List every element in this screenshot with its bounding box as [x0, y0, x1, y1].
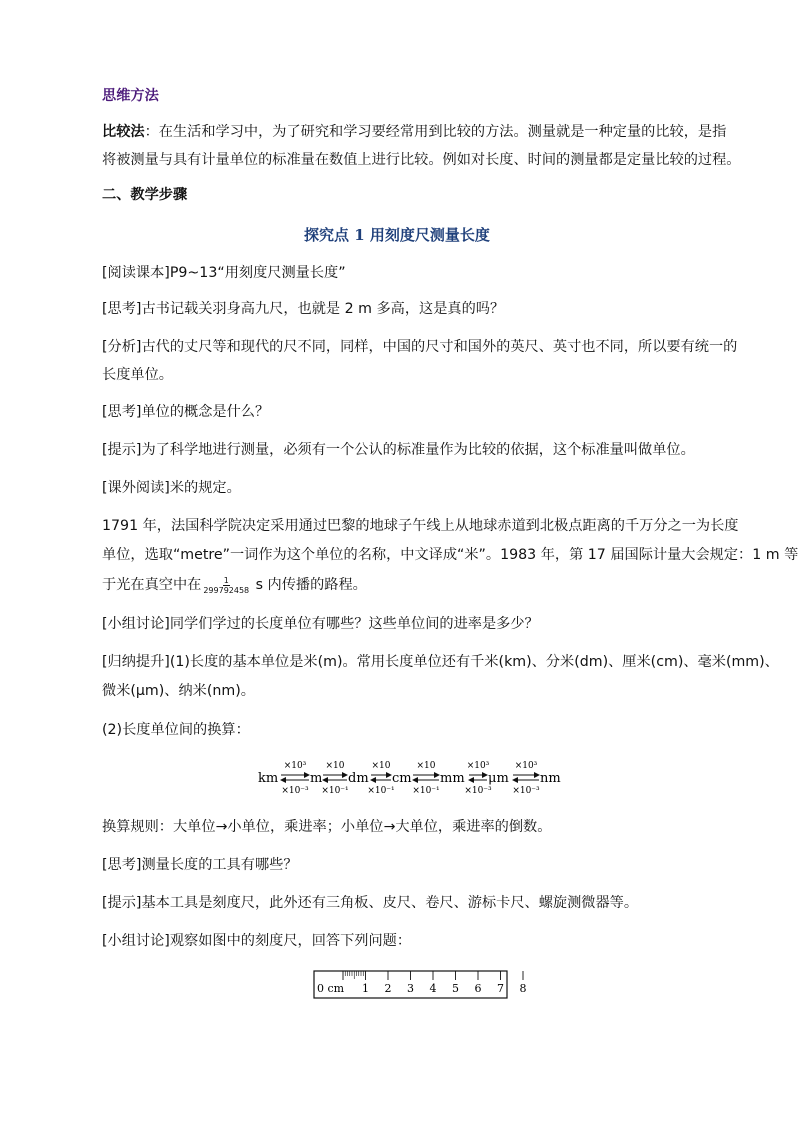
method-paragraph-line1 — [102, 118, 727, 146]
think-line-3: [思考]测量长度的工具有哪些？ — [102, 857, 298, 873]
unit-label: m — [310, 771, 323, 786]
ruler-label: 4 — [429, 982, 437, 995]
unit-label: mm — [440, 771, 465, 786]
factor-down: ×10⁻¹ — [321, 786, 349, 796]
history-text-b: s 内传播的路程。 — [251, 577, 367, 593]
analysis-line-2: 长度单位。 — [102, 367, 173, 383]
method-paragraph-line2: 将被测量与具有计量单位的标准量在数值上进行比较。例如对长度、时间的测量都是定量比较的过程。 — [102, 152, 741, 168]
think-line-2: [思考]单位的概念是什么？ — [102, 404, 270, 420]
factor-up: ×10³ — [466, 761, 490, 771]
history-line-1: 1791 年，法国科学院决定采用通过巴黎的地球子午线上从地球赤道到北极点距离的千万分之一为长度 — [102, 518, 739, 534]
unit-label: dm — [348, 771, 369, 786]
factor-down: ×10⁻¹ — [412, 786, 440, 796]
ruler-label: 7 — [497, 982, 504, 995]
ruler-label: 3 — [407, 982, 414, 995]
group-discussion-1: [小组讨论]同学们学过的长度单位有哪些？这些单位间的进率是多少？ — [102, 616, 539, 632]
factor-up: ×10 — [325, 761, 345, 771]
summary-line-2: 微米(μm)、纳米(nm)。 — [102, 683, 255, 699]
group-discussion-2: [小组讨论]观察如图中的刻度尺，回答下列问题： — [102, 933, 412, 949]
ruler-label: 0 cm — [317, 982, 345, 995]
method-title: 思维方法 — [102, 88, 159, 104]
fraction-numerator: 1 — [223, 575, 229, 585]
fraction — [203, 576, 249, 595]
factor-up: ×10³ — [514, 761, 538, 771]
history-line-3 — [102, 571, 702, 599]
unit-conversion-diagram — [258, 755, 568, 801]
unit-label: cm — [392, 771, 412, 786]
factor-up: ×10 — [416, 761, 436, 771]
think-line-1: [思考]古书记载关羽身高九尺，也就是 2 m 多高，这是真的吗？ — [102, 301, 505, 317]
unit-label: μm — [488, 771, 509, 786]
summary-line-1: [归纳提升](1)长度的基本单位是米(m)。常用长度单位还有千米(km)、分米(dm)、厘米(cm)、毫米(mm)、 — [102, 654, 779, 670]
hint-line-1: [提示]为了科学地进行测量，必须有一个公认的标准量作为比较的依据，这个标准量叫做单位。 — [102, 442, 695, 458]
history-text-a: 于光在真空中在 — [102, 577, 202, 593]
unit-label: nm — [540, 771, 561, 786]
ruler-figure — [313, 970, 527, 1000]
ruler-label: 1 — [362, 982, 369, 995]
summary-line-3: (2)长度单位间的换算： — [102, 722, 250, 738]
history-line-2: 单位，选取“metre”一词作为这个单位的名称，中文译成“米”。1983 年，第 17 届国际计量大会规定：1 m 等 — [102, 547, 798, 563]
hint-line-2: [提示]基本工具是刻度尺，此外还有三角板、皮尺、卷尺、游标卡尺、螺旋测微器等。 — [102, 895, 639, 911]
ruler-label: 8 — [519, 982, 527, 995]
explore-title: 探究点 1 用刻度尺测量长度 — [304, 226, 490, 244]
analysis-line-1: [分析]古代的丈尺等和现代的尺不同，同样，中国的尺寸和国外的英尺、英寸也不同，所以要有统一的 — [102, 339, 738, 355]
factor-down: ×10⁻³ — [512, 786, 540, 796]
unit-label: km — [258, 771, 279, 786]
read-line: [阅读课本]P9~13“用刻度尺测量长度” — [102, 265, 346, 281]
factor-down: ×10⁻³ — [281, 786, 309, 796]
method-label: 比较法 — [102, 124, 145, 140]
steps-title: 二、教学步骤 — [102, 187, 188, 203]
ruler-label: 2 — [384, 982, 392, 995]
factor-down: ×10⁻³ — [464, 786, 492, 796]
method-text-1: ：在生活和学习中，为了研究和学习要经常用到比较的方法。测量就是一种定量的比较，是指 — [144, 124, 727, 140]
factor-up: ×10³ — [283, 761, 307, 771]
conversion-rule: 换算规则：大单位→小单位，乘进率；小单位→大单位，乘进率的倒数。 — [102, 819, 552, 835]
factor-down: ×10⁻¹ — [367, 786, 395, 796]
ruler-label: 5 — [452, 982, 459, 995]
ruler-label: 6 — [474, 982, 482, 995]
extra-read-line: [课外阅读]米的规定。 — [102, 480, 241, 496]
fraction-denominator: 299792458 — [203, 585, 250, 595]
factor-up: ×10 — [371, 761, 391, 771]
